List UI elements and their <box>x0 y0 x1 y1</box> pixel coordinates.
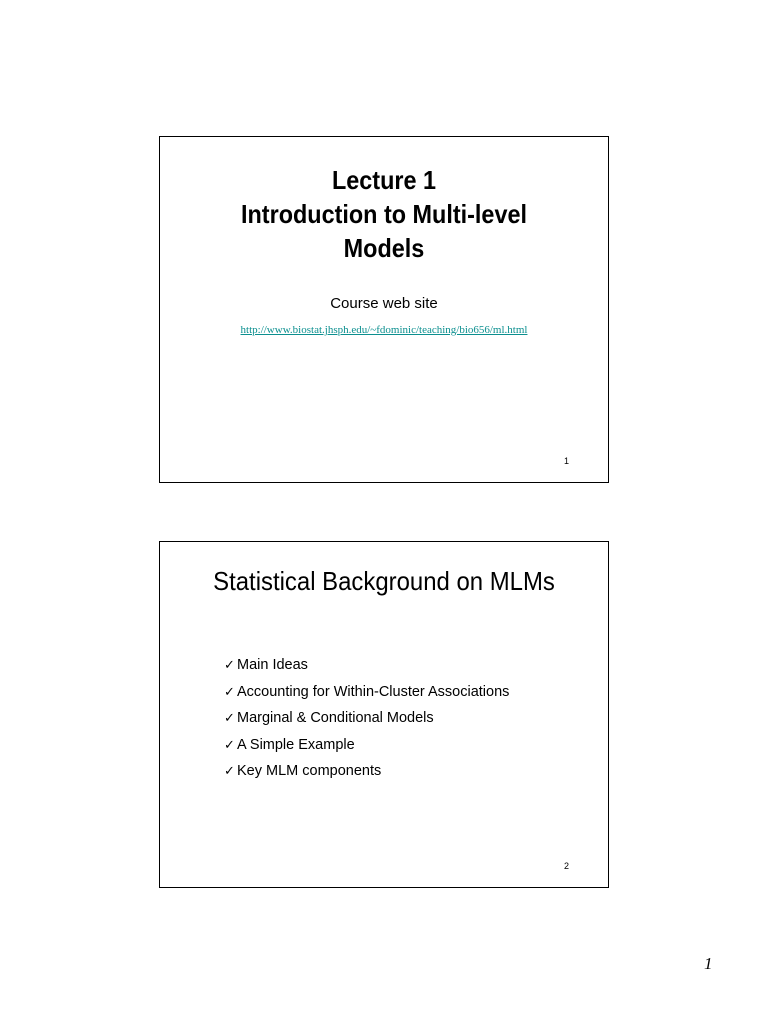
checkmark-icon: ✓ <box>224 710 235 725</box>
slide-2 <box>159 541 609 888</box>
checkmark-icon: ✓ <box>224 763 235 778</box>
course-web-site-label: Course web site <box>330 295 438 312</box>
slide-1-title-line: Introduction to Multi-level <box>240 199 527 229</box>
slide-1 <box>159 136 609 483</box>
bullet-list <box>224 656 509 789</box>
checkmark-icon: ✓ <box>224 683 235 699</box>
slide-number: 2 <box>563 861 569 871</box>
bullet-text: Accounting for Within-Cluster Associations <box>237 683 510 700</box>
bullet-text: Key MLM components <box>237 763 382 779</box>
checkmark-icon: ✓ <box>224 736 235 752</box>
list-item <box>224 736 509 763</box>
slide-1-title-line: Models <box>343 233 425 263</box>
checkmark-icon: ✓ <box>224 657 235 672</box>
slide-1-title-line: Lecture 1 <box>331 165 437 195</box>
list-item <box>224 683 509 710</box>
list-item <box>224 709 509 736</box>
page-number: 1 <box>704 954 713 973</box>
list-item <box>224 762 509 789</box>
bullet-text: Main Ideas <box>237 657 308 673</box>
bullet-text: Marginal & Conditional Models <box>237 710 434 726</box>
course-web-site-link[interactable]: http://www.biostat.jhsph.edu/~fdominic/teaching/bio656/ml.html <box>240 324 528 336</box>
slide-number: 1 <box>563 456 569 466</box>
slide-2-title: Statistical Background on MLMs <box>213 566 555 596</box>
bullet-text: A Simple Example <box>237 736 355 753</box>
list-item <box>224 656 509 683</box>
slide-1-title <box>182 163 585 265</box>
